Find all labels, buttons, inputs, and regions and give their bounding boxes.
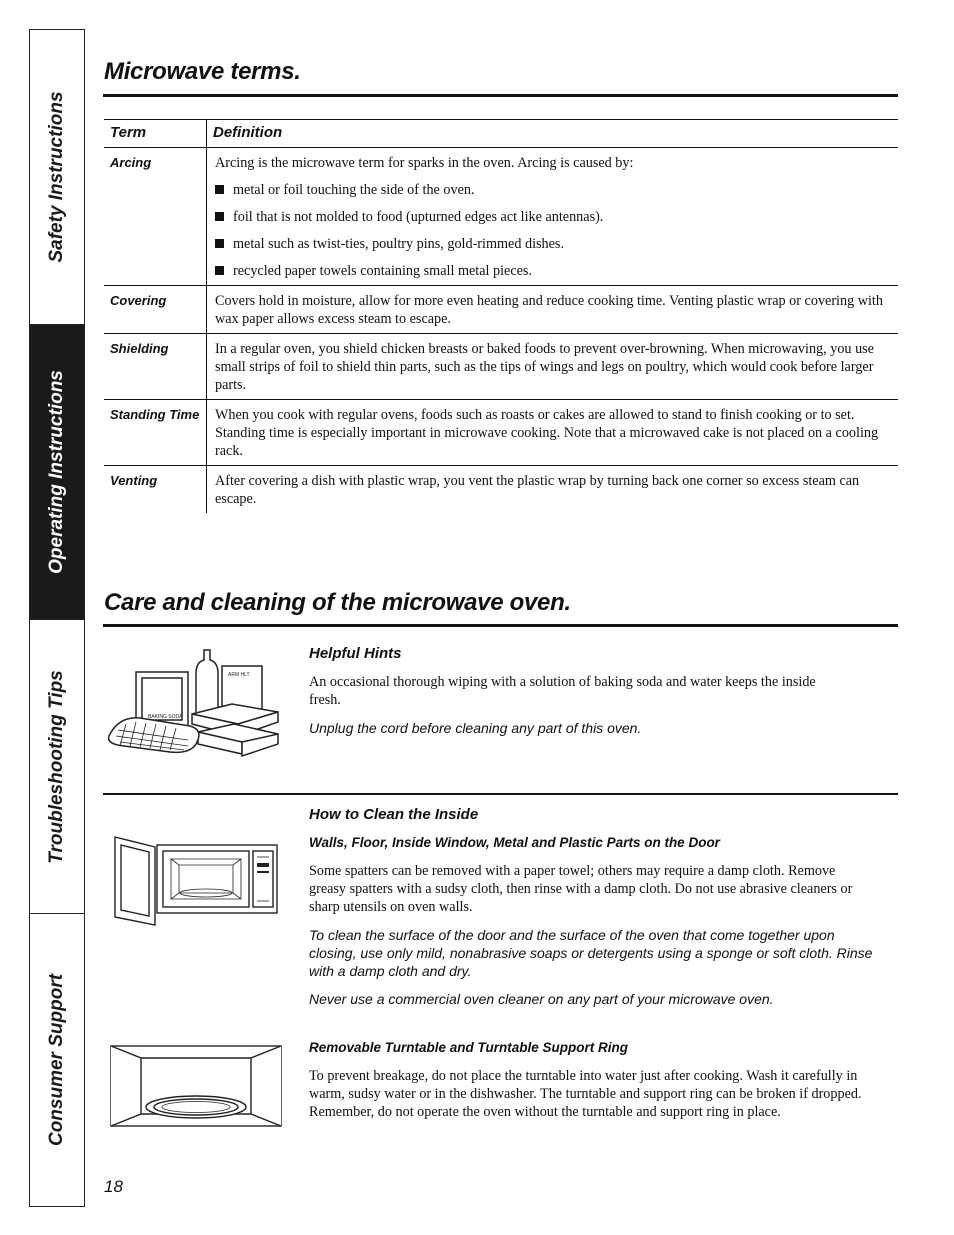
term-column-header: Term <box>104 120 207 148</box>
helpful-hints-body: An occasional thorough wiping with a solution of baking soda and water keeps the inside fresh. <box>309 674 816 708</box>
section-rule <box>103 624 898 627</box>
tab-label: Safety Instructions <box>46 91 67 263</box>
clean-inside-heading: How to Clean the Inside <box>309 806 479 823</box>
table-row <box>104 148 898 286</box>
svg-text:BAKING SODA: BAKING SODA <box>148 714 183 720</box>
term-cell: Arcing <box>104 148 207 286</box>
bullet-list <box>215 181 898 280</box>
list-item-text: foil that is not molded to food (upturned edges act like antennas). <box>233 209 604 225</box>
list-item <box>215 262 898 280</box>
list-item <box>215 208 898 226</box>
definition-column-header: Definition <box>207 120 899 148</box>
definition-cell: In a regular oven, you shield chicken breasts or baked foods to prevent over-browning. When microwaving, you use small strips of foil to shield thin parts, such as the tips of wings and legs on poultry, which would cook before larger parts. <box>207 334 899 400</box>
tab-consumer-support[interactable] <box>30 914 84 1206</box>
tab-label: Consumer Support <box>46 973 67 1147</box>
turntable-illustration <box>110 1045 282 1127</box>
open-microwave-illustration <box>113 835 279 927</box>
bullet-square-icon <box>215 266 224 275</box>
definition-cell <box>207 148 899 286</box>
table-row <box>104 334 898 400</box>
definition-cell: When you cook with regular ovens, foods such as roasts or cakes are allowed to stand to finish cooking or to set. Standing time is especially important in microwave cooking. Note that a microwaved cake is not placed on a cooling rack. <box>207 400 899 466</box>
title-rule <box>103 94 898 97</box>
term-cell: Standing Time <box>104 400 207 466</box>
svg-text:ARM HLT: ARM HLT <box>228 672 250 678</box>
bullet-square-icon <box>215 239 224 248</box>
definition-cell: After covering a dish with plastic wrap, you vent the plastic wrap by turning back one corner so excess steam can escape. <box>215 473 860 507</box>
terms-table <box>104 119 898 513</box>
unplug-note: Unplug the cord before cleaning any part of this oven. <box>309 720 642 736</box>
term-cell: Venting <box>104 466 207 514</box>
term-cell: Shielding <box>104 334 207 400</box>
section-title: Care and cleaning of the microwave oven. <box>104 589 571 616</box>
clean-inside-section <box>309 806 899 1008</box>
table-row <box>104 400 898 466</box>
tab-safety-instructions[interactable] <box>30 30 84 325</box>
table-row <box>104 286 898 334</box>
table-row <box>104 466 898 514</box>
page-number: 18 <box>104 1177 123 1196</box>
oven-cleaner-warning: Never use a commercial oven cleaner on any part of your microwave oven. <box>309 991 774 1007</box>
helpful-hints-heading: Helpful Hints <box>309 645 402 662</box>
table-header-row <box>104 120 898 148</box>
term-cell: Covering <box>104 286 207 334</box>
tab-label: Troubleshooting Tips <box>46 669 67 864</box>
clean-inside-subheading: Walls, Floor, Inside Window, Metal and Plastic Parts on the Door <box>309 835 720 850</box>
cleaning-supplies-illustration <box>106 644 284 760</box>
tab-operating-instructions[interactable] <box>30 325 84 620</box>
divider-rule <box>103 793 898 795</box>
tab-label: Operating Instructions <box>46 370 67 574</box>
helpful-hints-section <box>309 645 899 737</box>
bullet-square-icon <box>215 185 224 194</box>
side-tab-bar <box>29 29 85 1207</box>
page-title: Microwave terms. <box>104 58 301 85</box>
list-item-text: recycled paper towels containing small metal pieces. <box>233 263 533 279</box>
turntable-body: To prevent breakage, do not place the turntable into water just after cooking. Wash it carefully in warm, sudsy water or in the dishwasher. The turntable and support ring can be broken if dropped. Remember, do not operate the oven without the turntable and support ring in place. <box>309 1068 862 1120</box>
bullet-square-icon <box>215 212 224 221</box>
list-item <box>215 235 898 253</box>
list-item-text: metal or foil touching the side of the oven. <box>233 182 475 198</box>
turntable-section <box>309 1039 899 1121</box>
tab-troubleshooting-tips[interactable] <box>30 620 84 914</box>
definition-cell: Covers hold in moisture, allow for more even heating and reduce cooking time. Venting plastic wrap or covering with wax paper allows excess steam to escape. <box>207 286 899 334</box>
clean-inside-body: Some spatters can be removed with a paper towel; others may require a damp cloth. Remove greasy spatters with a sudsy cloth, then rinse with a damp cloth. Do not use abrasive cleaners or sharp utensils on oven walls. <box>309 863 853 915</box>
definition-text: Arcing is the microwave term for sparks in the oven. Arcing is caused by: <box>215 155 634 171</box>
list-item <box>215 181 898 199</box>
turntable-heading: Removable Turntable and Turntable Support Ring <box>309 1040 629 1055</box>
list-item-text: metal such as twist-ties, poultry pins, gold-rimmed dishes. <box>233 236 565 252</box>
door-cleaning-note: To clean the surface of the door and the surface of the oven that come together upon closing, use only mild, nonabrasive soaps or detergents using a sponge or soft cloth. Rinse with a damp cloth and dry. <box>309 927 873 979</box>
